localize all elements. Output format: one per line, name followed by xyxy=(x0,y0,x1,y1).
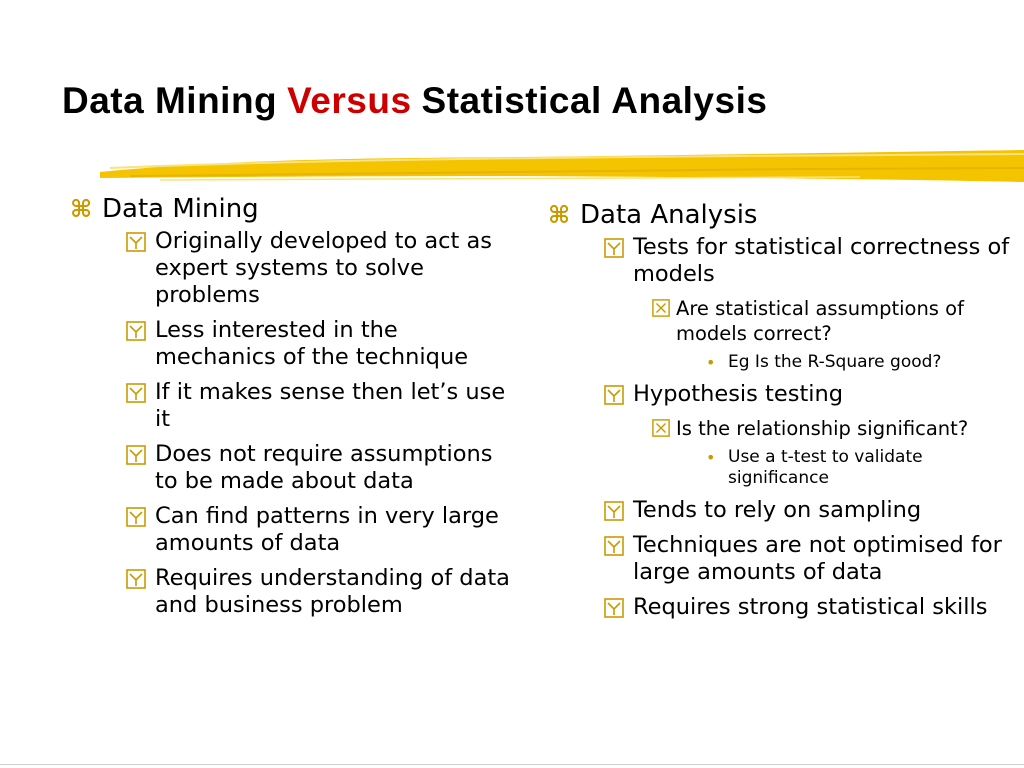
list-item-text: Techniques are not optimised for large amounts of data xyxy=(633,532,1002,585)
dot-icon: • xyxy=(706,353,716,372)
detail-item-text: Use a t-test to validate significance xyxy=(728,447,923,488)
check-box-icon xyxy=(604,497,624,524)
list-item-text: Originally developed to act as expert systems to solve problems xyxy=(155,228,493,308)
data-analysis-column xyxy=(548,200,1018,629)
detail-item xyxy=(548,447,1018,489)
command-icon: ⌘ xyxy=(70,195,93,223)
data-mining-heading: Data Mining xyxy=(102,194,259,224)
detail-item-text: Eg Is the R-Square good? xyxy=(728,352,942,372)
check-box-icon xyxy=(126,228,146,255)
slide-title xyxy=(62,80,767,122)
list-item xyxy=(70,441,520,495)
title-part-2: Statistical Analysis xyxy=(421,80,768,121)
x-box-icon xyxy=(652,296,670,321)
title-part-1: Data Mining xyxy=(62,80,278,121)
data-mining-heading-item xyxy=(70,194,520,224)
dot-icon: • xyxy=(706,448,716,467)
list-item xyxy=(548,532,1018,586)
sub-list-item xyxy=(548,296,1018,346)
list-item xyxy=(548,381,1018,408)
list-item-text: Hypothesis testing xyxy=(633,381,844,407)
list-item xyxy=(70,503,520,557)
data-mining-column xyxy=(70,194,520,627)
command-icon: ⌘ xyxy=(548,201,571,229)
sub-list-item-text: Is the relationship significant? xyxy=(676,417,969,440)
detail-item xyxy=(548,352,1018,373)
list-item-text: Requires strong statistical skills xyxy=(633,594,988,620)
list-item xyxy=(70,379,520,433)
highlighter-stroke xyxy=(100,146,1024,188)
check-box-icon xyxy=(604,381,624,408)
check-box-icon xyxy=(126,565,146,592)
list-item xyxy=(70,565,520,619)
list-item xyxy=(70,317,520,371)
data-analysis-heading-item xyxy=(548,200,1018,230)
list-item xyxy=(548,594,1018,621)
sub-list-item xyxy=(548,416,1018,441)
list-item-text: Tests for statistical correctness of models xyxy=(633,234,1010,287)
check-box-icon xyxy=(126,503,146,530)
data-analysis-heading: Data Analysis xyxy=(580,200,758,230)
check-box-icon xyxy=(604,532,624,559)
list-item-text: Can find patterns in very large amounts of data xyxy=(155,503,499,556)
list-item xyxy=(548,234,1018,288)
check-box-icon xyxy=(604,234,624,261)
check-box-icon xyxy=(126,441,146,468)
list-item-text: Does not require assumptions to be made about data xyxy=(155,441,493,494)
list-item-text: Requires understanding of data and business problem xyxy=(155,565,510,618)
list-item-text: If it makes sense then let’s use it xyxy=(155,379,506,432)
x-box-icon xyxy=(652,416,670,441)
list-item-text: Tends to rely on sampling xyxy=(633,497,922,523)
list-item xyxy=(548,497,1018,524)
title-accent-word: Versus xyxy=(287,80,412,121)
list-item-text: Less interested in the mechanics of the technique xyxy=(155,317,469,370)
check-box-icon xyxy=(126,379,146,406)
sub-list-item-text: Are statistical assumptions of models correct? xyxy=(676,297,964,345)
footer-divider xyxy=(0,764,1024,765)
check-box-icon xyxy=(126,317,146,344)
check-box-icon xyxy=(604,594,624,621)
list-item xyxy=(70,228,520,309)
